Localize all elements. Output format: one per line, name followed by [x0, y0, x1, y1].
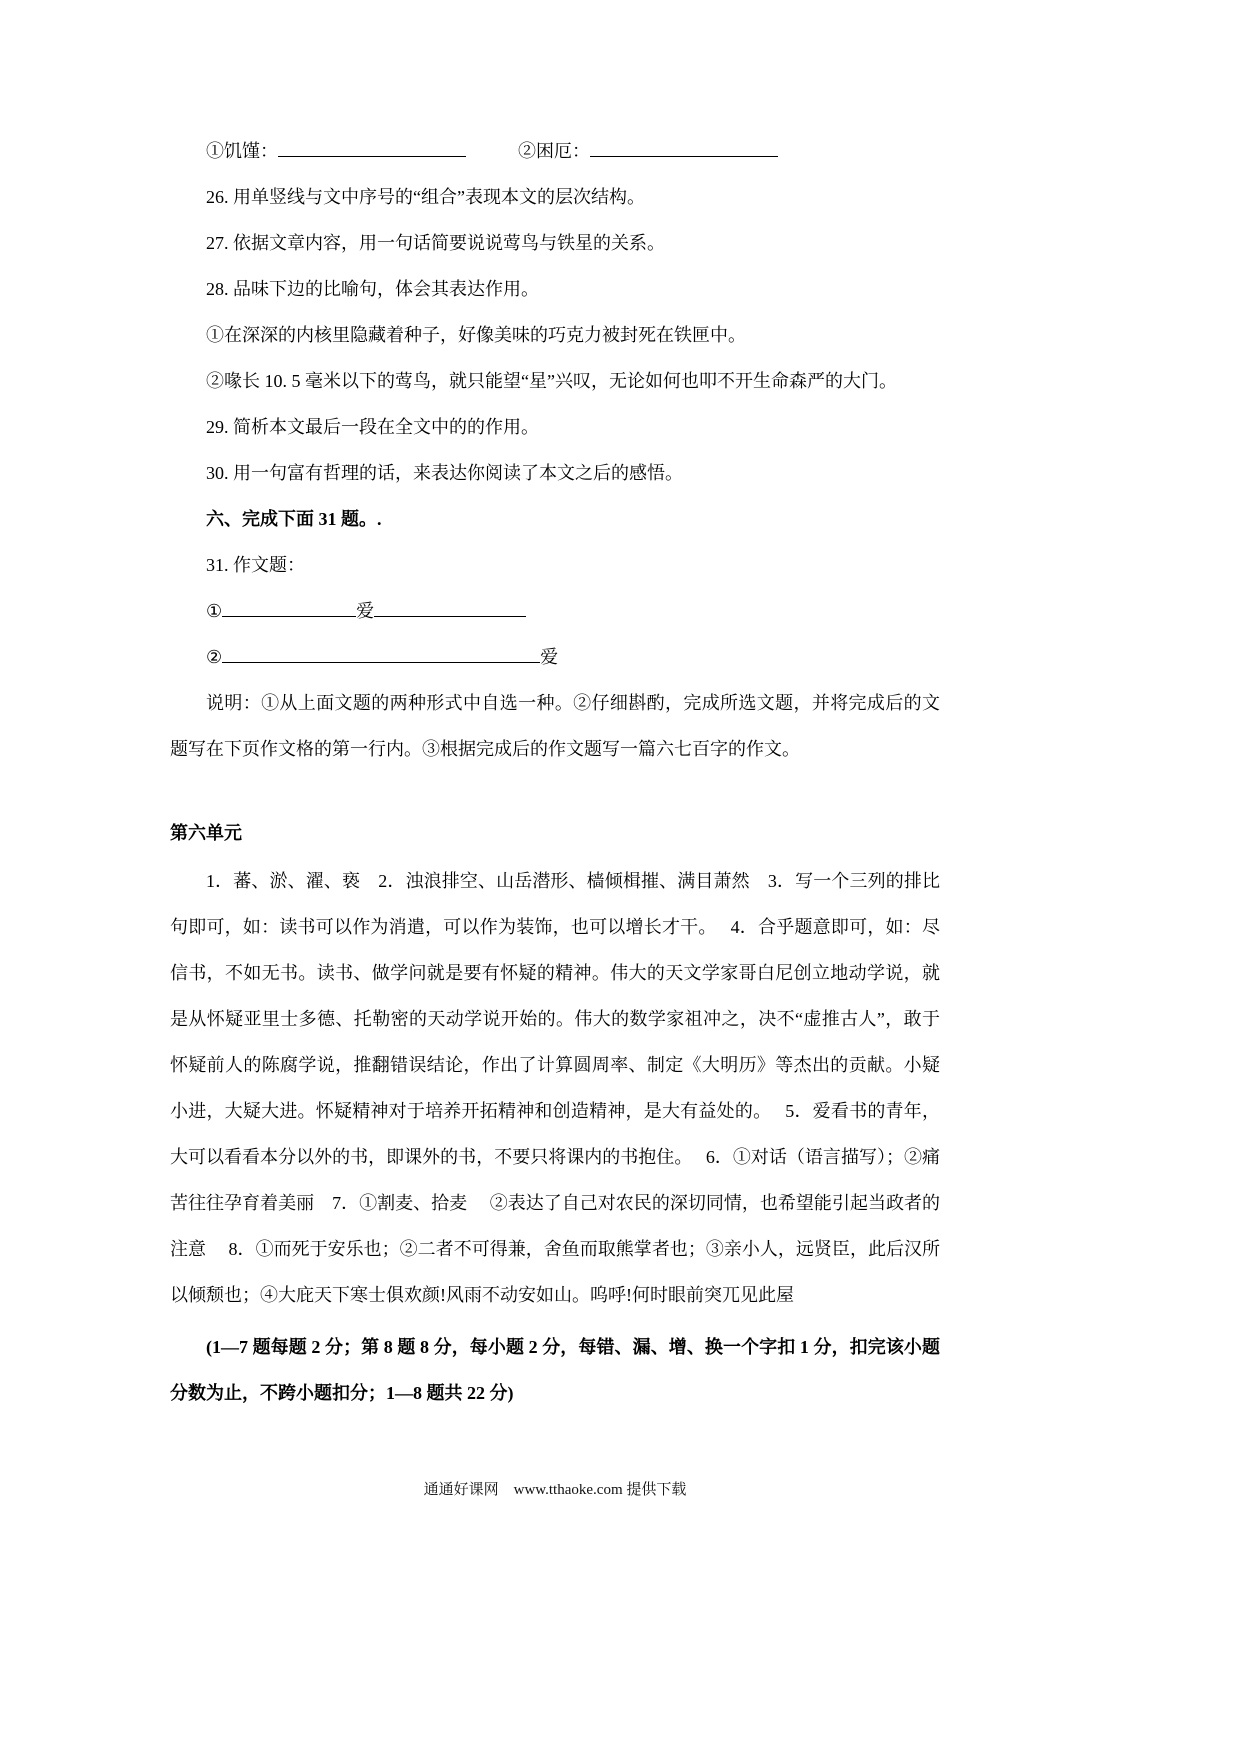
essay-title-option-1 [170, 588, 940, 634]
question-28: 28. 品味下边的比喻句，体会其表达作用。 [206, 279, 539, 299]
question-28-item-2: ②喙长 10. 5 毫米以下的莺鸟，就只能望“星”兴叹，无论如何也叩不开生命森严的大门。 [206, 371, 897, 391]
question-29: 29. 简析本文最后一段在全文中的的作用。 [206, 417, 539, 437]
option-2-underline [222, 642, 540, 663]
question-28-item-1: ①在深深的内核里隐藏着种子，好像美味的巧克力被封死在铁匣中。 [206, 325, 746, 345]
option-2-keyword: 爱 [540, 647, 559, 667]
blank-underline-2 [590, 136, 778, 157]
essay-instructions: 说明：①从上面文题的两种形式中自选一种。②仔细斟酌，完成所选文题，并将完成后的文题写在下页作文格的第一行内。③根据完成后的作文题写一篇六七百字的作文。 [170, 693, 940, 759]
option-1-underline-right [374, 596, 526, 617]
question-31: 31. 作文题： [206, 555, 305, 575]
question-30: 30. 用一句富有哲理的话，来表达你阅读了本文之后的感悟。 [206, 463, 683, 483]
blank-label-jijin: ①饥馑： [206, 141, 278, 161]
scoring-note: (1—7 题每题 2 分；第 8 题 8 分，每小题 2 分，每错、漏、增、换一个字扣 1 分，扣完该小题分数为止，不跨小题扣分；1—8 题共 22 分) [170, 1337, 940, 1403]
option-1-marker: ① [206, 601, 223, 621]
page-footer: 通通好课网 www.tthaoke.com 提供下载 [423, 1482, 687, 1498]
blank-label-kune: ②困厄： [518, 141, 590, 161]
essay-title-option-2 [170, 634, 940, 680]
section-six-heading: 六、完成下面 31 题。. [206, 509, 382, 529]
option-1-underline-left [222, 596, 356, 617]
blank-underline-1 [278, 136, 466, 157]
question-27: 27. 依据文章内容，用一句话简要说说莺鸟与铁星的关系。 [206, 233, 665, 253]
option-1-keyword: 爱 [356, 601, 375, 621]
unit-six-heading: 第六单元 [170, 823, 242, 843]
option-2-marker: ② [206, 647, 223, 667]
question-26: 26. 用单竖线与文中序号的“组合”表现本文的层次结构。 [206, 187, 645, 207]
fill-in-blank-line [170, 128, 940, 174]
unit-six-answers: 1．蕃、淤、濯、亵 2．浊浪排空、山岳潜形、樯倾楫摧、满目萧然 3．写一个三列的排比句即可，如：读书可以作为消遣，可以作为装饰，也可以增长才干。 4．合乎题意即可，如：尽信书，不如无书。读书、做学问就是要有怀疑的精神。伟大的天文学家哥白尼创立地动学说，就是从怀疑亚里士多德、托勒密的天动学说开始的。伟大的数学家祖冲之，决不“虚推古人”，敢于怀疑前人的陈腐学说，推翻错误结论，作出了计算圆周率、制定《大明历》等杰出的贡献。小疑小进，大疑大进。怀疑精神对于培养开拓精神和创造精神，是大有益处的。 5．爱看书的青年，大可以看看本分以外的书，即课外的书，不要只将课内的书抱住。 6．①对话（语言描写）；②痛苦往往孕育着美丽 7．①割麦、拾麦 ②表达了自己对农民的深切同情，也希望能引起当政者的注意 8．①而死于安乐也；②二者不可得兼，舍鱼而取熊掌者也；③亲小人，远贤臣，此后汉所以倾颓也；④大庇天下寒士俱欢颜!风雨不动安如山。呜呼!何时眼前突兀见此屋 [170, 871, 940, 1305]
